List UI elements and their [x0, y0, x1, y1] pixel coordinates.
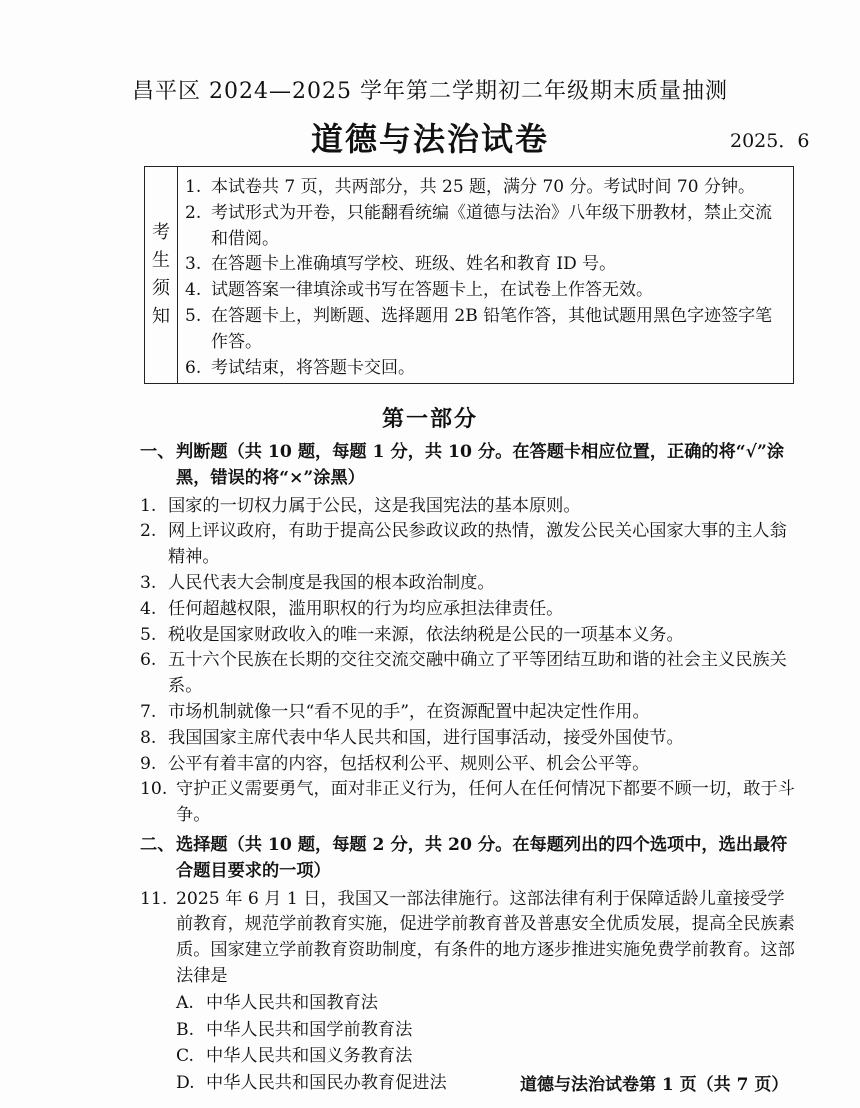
answer-option — [140, 991, 800, 1017]
question-number: 9. — [140, 753, 157, 774]
question-text: 任何超越权限，滥用职权的行为均应承担法律责任。 — [168, 598, 564, 619]
question-number: 8. — [140, 727, 157, 748]
question-text: 五十六个民族在长期的交往交流交融中确立了平等团结互助和谐的社会主义民族关系。 — [168, 650, 787, 697]
question-item — [140, 700, 800, 726]
question-number: 11. — [140, 888, 168, 909]
notice-item-text: 考试形式为开卷，只能翻看统编《道德与法治》八年级下册教材，禁止交流和借阅。 — [211, 202, 772, 249]
option-label: D. — [176, 1073, 195, 1094]
question-text: 税收是国家财政收入的唯一来源，依法纳税是公民的一项基本义务。 — [168, 624, 684, 645]
notice-item-text: 试题答案一律填涂或书写在答题卡上，在试卷上作答无效。 — [211, 280, 653, 301]
question-text: 网上评议政府，有助于提高公民参政议政的热情，激发公民关心国家大事的主人翁精神。 — [168, 521, 787, 568]
option-label: A. — [176, 992, 194, 1013]
question-text: 市场机制就像一只“看不见的手”，在资源配置中起决定性作用。 — [168, 701, 650, 722]
question-number: 10. — [140, 779, 168, 800]
question-item — [140, 887, 800, 990]
exam-title: 道德与法治试卷 — [310, 120, 549, 158]
notice-item-text: 本试卷共 7 页，共两部分，共 25 题，满分 70 分。考试时间 70 分钟。 — [211, 177, 755, 197]
question-item — [140, 571, 800, 597]
section-instructions: 判断题（共 10 题，每题 1 分，共 10 分。在答题卡相应位置，正确的将“√”涂黑，错误的将“×”涂黑） — [176, 442, 785, 488]
notice-label-char: 生 — [152, 250, 170, 271]
question-item — [140, 494, 800, 520]
notice-item — [185, 252, 785, 278]
notice-label-char: 须 — [152, 278, 170, 299]
question-number: 5. — [140, 624, 157, 645]
notice-item-number: 2. — [185, 202, 202, 223]
notice-item — [185, 304, 785, 356]
question-item — [140, 623, 800, 649]
question-text: 公平有着丰富的内容，包括权利公平、规则公平、机会公平等。 — [168, 753, 650, 774]
page-footer: 道德与法治试卷第 1 页（共 7 页） — [520, 1075, 789, 1095]
section-number: 二、 — [140, 834, 175, 855]
notice-item-number: 3. — [185, 254, 202, 275]
option-text: 中华人民共和国教育法 — [206, 992, 378, 1013]
question-number: 4. — [140, 598, 157, 619]
notice-list — [185, 175, 785, 381]
exam-date: 2025．6 — [730, 130, 810, 152]
question-item — [140, 752, 800, 778]
section-heading — [140, 440, 800, 492]
question-item — [140, 519, 800, 571]
question-text: 人民代表大会制度是我国的根本政治制度。 — [168, 572, 495, 593]
question-number: 1. — [140, 495, 157, 516]
question-text: 我国国家主席代表中华人民共和国，进行国事活动，接受外国使节。 — [168, 727, 684, 748]
notice-item — [185, 356, 785, 382]
part-title: 第一部分 — [381, 406, 478, 432]
notice-item — [185, 175, 785, 201]
question-number: 2. — [140, 521, 157, 542]
answer-option — [140, 1044, 800, 1070]
exam-subtitle: 昌平区 2024—2025 学年第二学期初二年级期末质量抽测 — [132, 79, 728, 104]
notice-item — [185, 278, 785, 304]
question-text: 守护正义需要勇气，面对非正义行为，任何人在任何情况下都要不顾一切，敢于斗争。 — [176, 779, 795, 826]
notice-item-number: 5. — [185, 305, 202, 326]
option-text: 中华人民共和国学前教育法 — [206, 1019, 413, 1040]
notice-label-char: 知 — [152, 306, 170, 327]
section-number: 一、 — [140, 442, 175, 462]
notice-item-text: 在答题卡上准确填写学校、班级、姓名和教育 ID 号。 — [211, 254, 617, 275]
notice-item-number: 4. — [185, 280, 202, 301]
questions-body — [140, 440, 800, 1097]
notice-label — [145, 167, 178, 383]
candidate-notice-box — [144, 166, 794, 384]
notice-item-number: 1. — [185, 177, 202, 197]
option-text: 中华人民共和国义务教育法 — [206, 1046, 413, 1067]
question-item — [140, 726, 800, 752]
notice-label-char: 考 — [152, 222, 170, 243]
question-number: 7. — [140, 701, 157, 722]
option-label: B. — [176, 1019, 195, 1040]
section-instructions: 选择题（共 10 题，每题 2 分，共 20 分。在每题列出的四个选项中，选出最符合题目要求的一项） — [176, 834, 788, 881]
notice-item-text: 在答题卡上，判断题、选择题用 2B 铅笔作答，其他试题用黑色字迹签字笔作答。 — [211, 305, 773, 352]
notice-item-text: 考试结束，将答题卡交回。 — [211, 357, 415, 378]
question-number: 3. — [140, 572, 157, 593]
question-text: 2025 年 6 月 1 日，我国又一部法律施行。这部法律有利于保障适龄儿童接受学前教育，规范学前教育实施，促进学前教育普及普惠安全优质发展，提高全民族素质。国家建立学前教育资助制度，有条件的地方逐步推进实施免费学前教育。这部法律是 — [176, 888, 795, 986]
notice-item-number: 6. — [185, 357, 202, 378]
answer-option — [140, 1018, 800, 1044]
option-label: C. — [176, 1046, 195, 1067]
notice-item — [185, 201, 785, 253]
question-number: 6. — [140, 650, 157, 671]
question-item — [140, 777, 800, 829]
question-item — [140, 648, 800, 700]
question-text: 国家的一切权力属于公民，这是我国宪法的基本原则。 — [168, 495, 581, 516]
option-text: 中华人民共和国民办教育促进法 — [206, 1073, 447, 1094]
question-item — [140, 597, 800, 623]
section-heading — [140, 833, 800, 885]
